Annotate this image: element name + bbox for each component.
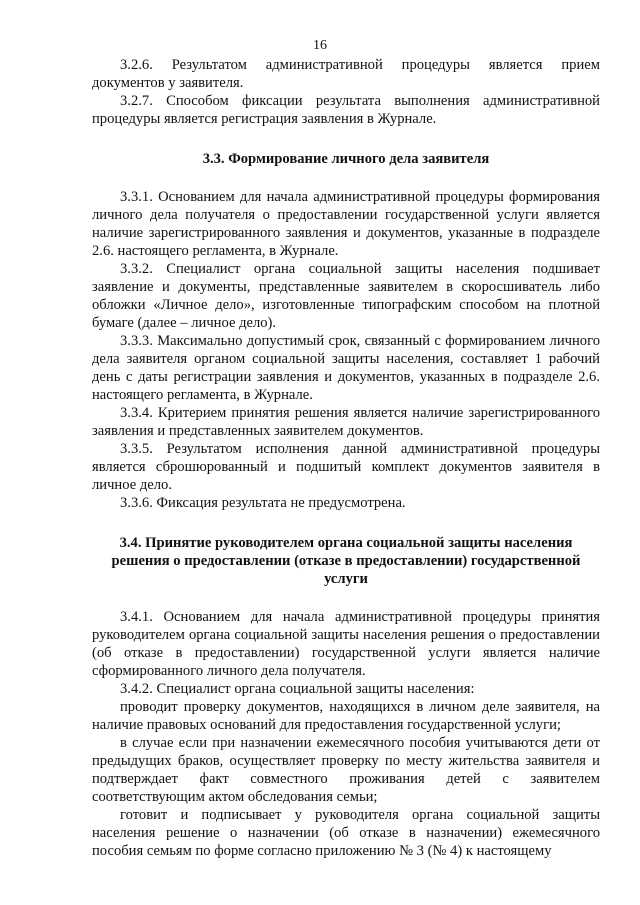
paragraph-3-4-1: 3.4.1. Основанием для начала административной процедуры принятия руководителем органа социальной защиты населения решения о предоставлении (об отказе в предоставлении) государственной услуги является наличие сформированного личного дела получателя.: [92, 609, 600, 679]
list-item-check-documents: проводит проверку документов, находящихся в личном деле заявителя, на наличие правовых оснований для предоставления государственной услуги;: [92, 699, 600, 733]
paragraph-3-2-7: 3.2.7. Способом фиксации результата выполнения административной процедуры является регистрация заявления в Журнале.: [92, 93, 600, 127]
list-item-check-children: в случае если при назначении ежемесячного пособия учитываются дети от предыдущих браков, осуществляет проверку по месту жительства заявителя и подтверждает факт совместного проживания детей с заявителем соответствующим актом обследования семьи;: [92, 735, 600, 805]
section-3-3-heading: 3.3. Формирование личного дела заявителя: [202, 151, 490, 167]
paragraph-3-3-1: 3.3.1. Основанием для начала административной процедуры формирования личного дела получателя о предоставлении государственной услуги является наличие зарегистрированного заявления и документов, указанные в подразделе 2.6. настоящего регламента, в Журнале.: [92, 189, 600, 259]
list-item-prepare-decision: готовит и подписывает у руководителя органа социальной защиты населения решение о назначении (об отказе в назначении) ежемесячного пособия семьям по форме согласно приложению № 3 (№ 4) к настоящему: [92, 807, 600, 859]
paragraph-3-4-2: 3.4.2. Специалист органа социальной защиты населения:: [120, 681, 475, 697]
paragraph-3-3-5: 3.3.5. Результатом исполнения данной административной процедуры является сброшюрованный и подшитый комплект документов заявителя в личное дело.: [92, 441, 600, 493]
paragraph-3-3-3: 3.3.3. Максимально допустимый срок, связанный с формированием личного дела заявителя органом социальной защиты населения, составляет 1 рабочий день с даты регистрации заявления и документов, указанных в подразделе 2.6. настоящего регламента, в Журнале.: [92, 333, 600, 403]
paragraph-3-3-4: 3.3.4. Критерием принятия решения является наличие зарегистрированного заявления и представленных заявителем документов.: [92, 405, 600, 439]
paragraph-3-3-6: 3.3.6. Фиксация результата не предусмотрена.: [120, 495, 406, 511]
section-3-4-heading: 3.4. Принятие руководителем органа социальной защиты населения решения о предоставлении (отказе в предоставлении) государственной услуги: [111, 535, 581, 587]
page-number: 16: [313, 38, 327, 53]
paragraph-3-2-6: 3.2.6. Результатом административной процедуры является прием документов у заявителя.: [92, 57, 600, 91]
document-body: [92, 56, 600, 860]
paragraph-3-3-2: 3.3.2. Специалист органа социальной защиты населения подшивает заявление и документы, представленные заявителем в скоросшиватель либо обложки «Личное дело», изготовленные типографским способом на плотной бумаге (далее – личное дело).: [92, 261, 600, 331]
